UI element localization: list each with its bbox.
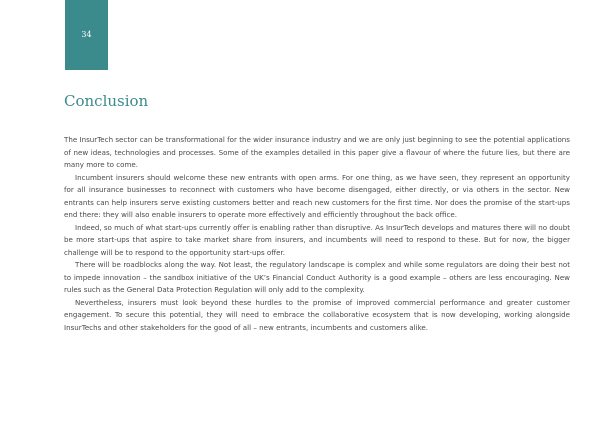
paragraph: Incumbent insurers should welcome these new entrants with open arms. For one thing, as we have seen, they represent an opportunity for all insurance businesses to reconnect with customers who have become disengaged, either directly, or via others in the sector. New entrants can help insurers serve existing customers better and reach new customers for the first time. Nor does the promise of the start-ups end there: they will also enable insurers to operate more effectively and efficiently throughout the back office. (64, 172, 570, 219)
section-heading: Conclusion (64, 92, 149, 110)
paragraph: Nevertheless, insurers must look beyond these hurdles to the promise of improved commercial performance and greater customer engagement. To secure this potential, they will need to embrace the collaborative ecosystem that is now developing, working alongside InsurTechs and other stakeholders for the good of all – new entrants, incumbents and customers alike. (64, 297, 570, 332)
page-number-tab (65, 0, 108, 70)
paragraph: The InsurTech sector can be transformational for the wider insurance industry and we are only just beginning to see the potential applications of new ideas, technologies and processes. Some of the examples detailed in this paper give a flavour of where the future lies, but there are many more to come. (64, 135, 570, 169)
page-number: 34 (81, 30, 92, 39)
paragraph: Indeed, so much of what start-ups currently offer is enabling rather than disruptive. As InsurTech develops and matures there will no doubt be more start-ups that aspire to take market share from insurers, and incumbents will need to respond to these. But for now, the bigger challenge will be to respond to the opportunity start-ups offer. (64, 222, 570, 257)
paragraph: There will be roadblocks along the way. Not least, the regulatory landscape is complex and while some regulators are doing their best not to impede innovation – the sandbox initiative of the UK’s Financial Conduct Authority is a good example – others are less encouraging. New rules such as the General Data Protection Regulation will only add to the complexity. (64, 260, 570, 294)
body-text (64, 134, 570, 334)
